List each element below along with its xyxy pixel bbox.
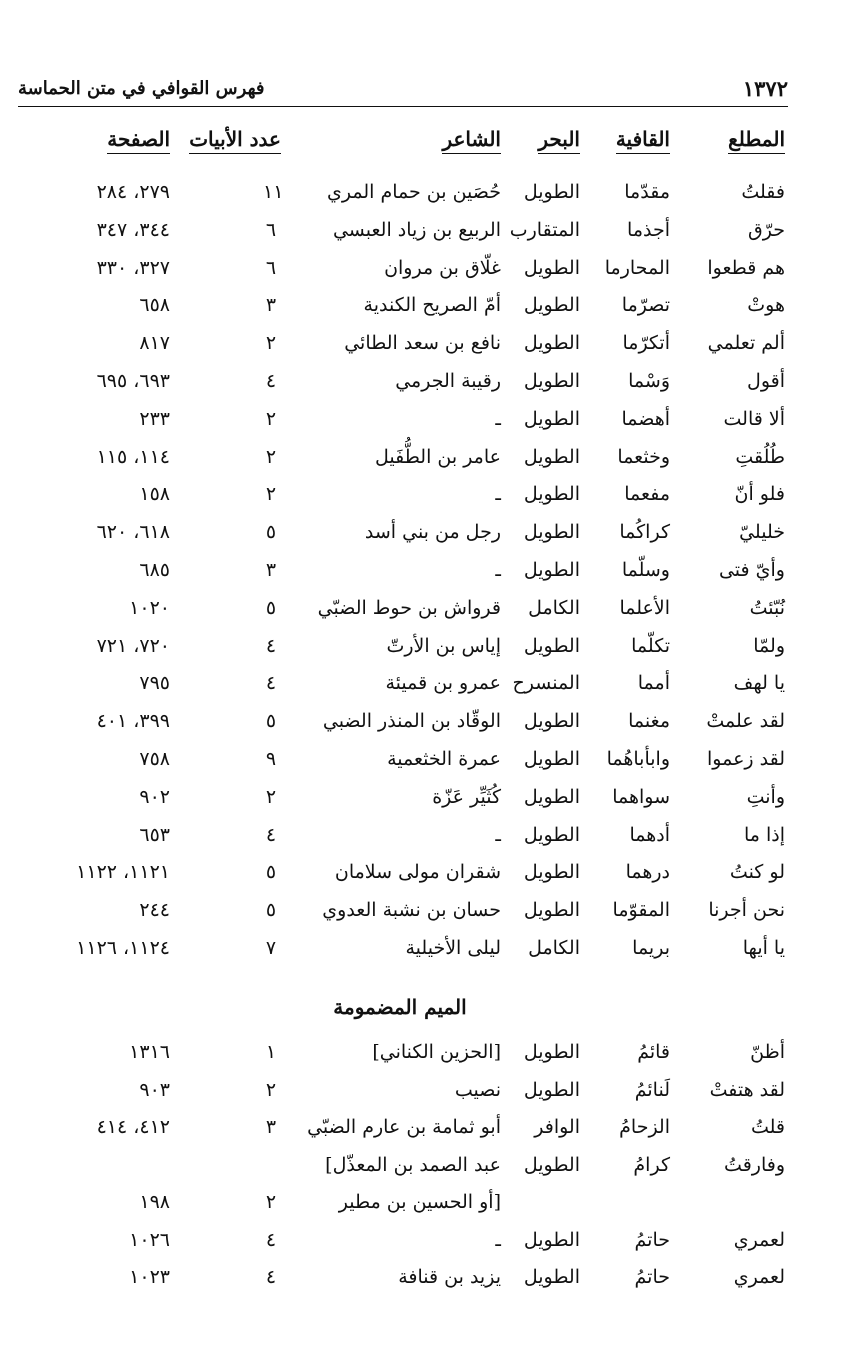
cell-bahr: الطويل — [523, 1041, 580, 1063]
cell-matla: أقول — [747, 370, 785, 392]
cell-shaer: أو الحسين بن مطير] — [338, 1191, 501, 1213]
cell-abyat: ٢ — [265, 332, 277, 355]
cell-shaer: ـ — [495, 1228, 501, 1251]
cell-shaer: عمرة الخثعمية — [387, 748, 501, 770]
cell-abyat: ٥ — [265, 861, 277, 884]
cell-shaer: ـ — [495, 483, 501, 506]
cell-qafiya: تكلّما — [631, 634, 670, 657]
cell-qafiya: مغنما — [628, 710, 670, 733]
cell-safha: ٧٥٨ — [139, 748, 170, 770]
cell-qafiya: أجذما — [627, 218, 670, 241]
cell-abyat: ٢ — [265, 407, 277, 430]
cell-abyat: ٤ — [265, 370, 277, 392]
cell-bahr: الطويل — [523, 332, 580, 355]
cell-qafiya: حاتمُ — [634, 1266, 670, 1288]
cell-shaer: نافع بن سعد الطائي — [344, 332, 501, 355]
cell-matla: وفارقتُ — [724, 1153, 785, 1176]
cell-safha: ١١٤، ١١٥ — [96, 445, 170, 468]
cell-abyat: ٢ — [265, 1078, 277, 1101]
cell-shaer: غلّاق بن مروان — [384, 256, 501, 279]
cell-qafiya: الزحامُ — [619, 1116, 670, 1138]
cell-bahr: الطويل — [523, 407, 580, 430]
cell-bahr: الطويل — [523, 1266, 580, 1288]
cell-matla: هم قطعوا — [707, 256, 785, 279]
cell-qafiya: وَسْما — [628, 370, 670, 392]
cell-safha: ١٠٢٣ — [129, 1266, 170, 1288]
cell-shaer: قرواش بن حوط الضبّي — [317, 596, 501, 619]
cell-qafiya: أمما — [637, 672, 670, 695]
cell-matla: نحن أجرنا — [708, 899, 785, 922]
cell-safha: ٢٧٩، ٢٨٤ — [96, 181, 170, 203]
column-header-matla: المطلع — [728, 127, 785, 154]
cell-abyat: ٥ — [265, 710, 277, 733]
cell-shaer: [عبد الصمد بن المعذّل — [325, 1153, 501, 1176]
cell-shaer: إياس بن الأرتّ — [386, 634, 501, 657]
cell-abyat: ٤ — [265, 823, 277, 846]
column-header-qafiya: القافية — [616, 127, 670, 154]
cell-safha: ٣٤٤، ٣٤٧ — [96, 218, 170, 241]
cell-abyat: ٦ — [265, 256, 277, 279]
cell-safha: ١١٢٤، ١١٢٦ — [76, 937, 170, 959]
cell-matla: لعمري — [733, 1228, 785, 1251]
cell-qafiya: وسلّما — [621, 559, 670, 581]
cell-abyat: ٧ — [265, 937, 277, 959]
cell-abyat: ٣ — [265, 559, 277, 581]
cell-bahr: الطويل — [523, 823, 580, 846]
cell-bahr: الوافر — [534, 1116, 580, 1138]
cell-shaer: ـ — [495, 407, 501, 430]
cell-bahr: الطويل — [523, 1228, 580, 1251]
cell-safha: ٨١٧ — [139, 332, 170, 355]
cell-matla: ولمّا — [753, 634, 785, 657]
cell-shaer: نصيب — [454, 1078, 501, 1101]
cell-matla: خليليّ — [739, 521, 785, 544]
cell-qafiya: أتكرّما — [622, 332, 670, 355]
cell-matla: نُبّئتُ — [749, 596, 785, 619]
cell-qafiya: وابأباهُما — [606, 748, 670, 770]
cell-bahr: الطويل — [523, 294, 580, 317]
cell-abyat: ٦ — [265, 218, 277, 241]
column-header-bahr: البحر — [538, 127, 580, 154]
cell-safha: ١٠٢٠ — [129, 596, 170, 619]
cell-shaer: رقيبة الجرمي — [395, 370, 501, 392]
cell-bahr: الطويل — [523, 1078, 580, 1101]
cell-safha: ٣٢٧، ٣٣٠ — [96, 256, 170, 279]
cell-safha: ١١٢١، ١١٢٢ — [76, 861, 170, 884]
cell-bahr: الطويل — [523, 634, 580, 657]
cell-qafiya: مفعما — [624, 483, 670, 506]
cell-matla: لقد زعموا — [706, 748, 785, 770]
cell-qafiya: كراكُما — [619, 521, 670, 544]
cell-bahr: الطويل — [523, 785, 580, 808]
page-number: ١٣٧٢ — [742, 76, 788, 101]
cell-bahr: المتقارب — [509, 218, 580, 241]
cell-abyat: ٢ — [265, 785, 277, 808]
cell-shaer: ـ — [495, 823, 501, 846]
cell-shaer: عامر بن الطُّفَيل — [374, 445, 501, 468]
cell-safha: ٢٤٤ — [139, 899, 170, 922]
cell-abyat: ٣ — [265, 1116, 277, 1138]
cell-qafiya: أهضما — [621, 407, 670, 430]
cell-safha: ٧٩٥ — [139, 672, 170, 695]
cell-shaer: حُصَين بن حمام المري — [327, 181, 501, 203]
cell-safha: ١٠٢٦ — [129, 1228, 170, 1251]
cell-abyat: ٤ — [265, 634, 277, 657]
cell-abyat: ٥ — [265, 521, 277, 544]
cell-bahr: الطويل — [523, 861, 580, 884]
cell-matla: وأنتِ — [746, 785, 785, 808]
cell-matla: لقد علمتْ — [706, 710, 785, 733]
cell-shaer: أمّ الصريح الكندية — [363, 294, 501, 317]
cell-shaer: كُثَيِّر عَزّة — [432, 785, 501, 808]
column-header-abyat: عدد الأبيات — [189, 127, 281, 154]
cell-bahr: الطويل — [523, 370, 580, 392]
cell-bahr: الطويل — [523, 559, 580, 581]
cell-safha: ١٩٨ — [139, 1191, 170, 1213]
cell-safha: ٤١٢، ٤١٤ — [96, 1116, 170, 1138]
cell-matla: فلو أنّ — [734, 483, 785, 506]
cell-abyat: ٥ — [265, 899, 277, 922]
cell-bahr: الطويل — [523, 445, 580, 468]
cell-matla: قلتُ — [750, 1116, 785, 1138]
cell-bahr: الطويل — [523, 748, 580, 770]
cell-shaer: ليلى الأخيلية — [405, 937, 501, 959]
cell-qafiya: بريما — [632, 937, 670, 959]
cell-qafiya: الأعلما — [619, 596, 670, 619]
cell-abyat: ٤ — [265, 1266, 277, 1288]
cell-abyat: ٣ — [265, 294, 277, 317]
cell-shaer: رجل من بني أسد — [364, 521, 501, 544]
cell-bahr: الطويل — [523, 521, 580, 544]
column-header-shaer: الشاعر — [442, 127, 501, 154]
cell-qafiya: سواهما — [612, 785, 670, 808]
cell-matla: فقلتُ — [741, 181, 785, 203]
cell-matla: طُلُقتِ — [735, 445, 785, 468]
column-header-safha: الصفحة — [107, 127, 170, 154]
cell-qafiya: المحارما — [604, 256, 670, 279]
cell-bahr: الطويل — [523, 710, 580, 733]
cell-qafiya: حاتمُ — [634, 1228, 670, 1251]
cell-abyat: ١ — [265, 1041, 277, 1063]
cell-safha: ٦٨٥ — [139, 559, 170, 581]
cell-bahr: الطويل — [523, 1153, 580, 1176]
cell-qafiya: تصرّما — [621, 294, 670, 317]
cell-bahr: الكامل — [528, 937, 580, 959]
cell-matla: حرّق — [748, 218, 785, 241]
cell-shaer: الوقّاد بن المنذر الضبي — [322, 710, 501, 733]
running-head — [18, 72, 788, 106]
cell-bahr: الطويل — [523, 256, 580, 279]
cell-bahr: الكامل — [528, 596, 580, 619]
cell-safha: ٦٥٣ — [139, 823, 170, 846]
cell-matla: لعمري — [733, 1266, 785, 1288]
section-title: الميم المضمومة — [333, 995, 467, 1019]
cell-matla: وأيّ فتى — [718, 559, 785, 581]
cell-abyat: ٤ — [265, 672, 277, 695]
cell-matla: لو كنتُ — [729, 861, 785, 884]
running-title: فهرس القوافي في متن الحماسة — [18, 78, 265, 99]
cell-matla: ألم تعلمي — [707, 332, 785, 355]
cell-qafiya: أدهما — [629, 823, 670, 846]
cell-matla: ألا قالت — [723, 407, 785, 430]
cell-safha: ٦٥٨ — [139, 294, 170, 317]
cell-safha: ١٣١٦ — [129, 1041, 170, 1063]
cell-shaer: عمرو بن قميئة — [385, 672, 501, 695]
cell-abyat: ٥ — [265, 596, 277, 619]
cell-abyat: ٢ — [265, 445, 277, 468]
cell-qafiya: مقدّما — [624, 181, 670, 203]
cell-abyat: ١١ — [263, 181, 284, 203]
cell-matla: يا أيها — [742, 937, 785, 959]
cell-qafiya: المقوّما — [612, 899, 670, 922]
cell-matla: هوتْ — [747, 294, 785, 317]
cell-shaer: الربيع بن زياد العبسي — [332, 218, 501, 241]
cell-shaer: يزيد بن قنافة — [398, 1266, 501, 1288]
header-rule — [18, 106, 788, 107]
cell-bahr: الطويل — [523, 483, 580, 506]
cell-matla: إذا ما — [743, 823, 785, 846]
cell-bahr: الطويل — [523, 181, 580, 203]
cell-shaer: ـ — [495, 559, 501, 581]
cell-bahr: الطويل — [523, 899, 580, 922]
cell-shaer: شقران مولى سلامان — [334, 861, 501, 884]
cell-abyat: ٢ — [265, 483, 277, 506]
cell-safha: ٩٠٢ — [139, 785, 170, 808]
cell-abyat: ٢ — [265, 1191, 277, 1213]
cell-matla: لقد هتفتْ — [709, 1078, 785, 1101]
cell-abyat: ٤ — [265, 1228, 277, 1251]
cell-safha: ٩٠٣ — [139, 1078, 170, 1101]
cell-bahr: المنسرح — [512, 672, 580, 695]
cell-safha: ١٥٨ — [139, 483, 170, 506]
cell-qafiya: وخثعما — [617, 445, 670, 468]
cell-abyat: ٩ — [265, 748, 277, 770]
cell-safha: ٣٩٩، ٤٠١ — [96, 710, 170, 733]
cell-qafiya: درهما — [625, 861, 670, 884]
cell-matla: يا لهف — [733, 672, 785, 695]
cell-shaer: [الحزين الكناني] — [372, 1041, 501, 1063]
cell-qafiya: كرامُ — [633, 1153, 670, 1176]
cell-shaer: حسان بن نشبة العدوي — [322, 899, 501, 922]
cell-qafiya: قائمُ — [637, 1041, 670, 1063]
cell-safha: ٢٣٣ — [139, 407, 170, 430]
cell-safha: ٧٢٠، ٧٢١ — [96, 634, 170, 657]
cell-shaer: أبو ثمامة بن عارم الضبّي — [307, 1116, 501, 1138]
cell-qafiya: لَنائمُ — [634, 1078, 670, 1101]
cell-safha: ٦٩٣، ٦٩٥ — [96, 370, 170, 392]
cell-safha: ٦١٨، ٦٢٠ — [96, 521, 170, 544]
cell-matla: أظنّ — [750, 1041, 785, 1063]
